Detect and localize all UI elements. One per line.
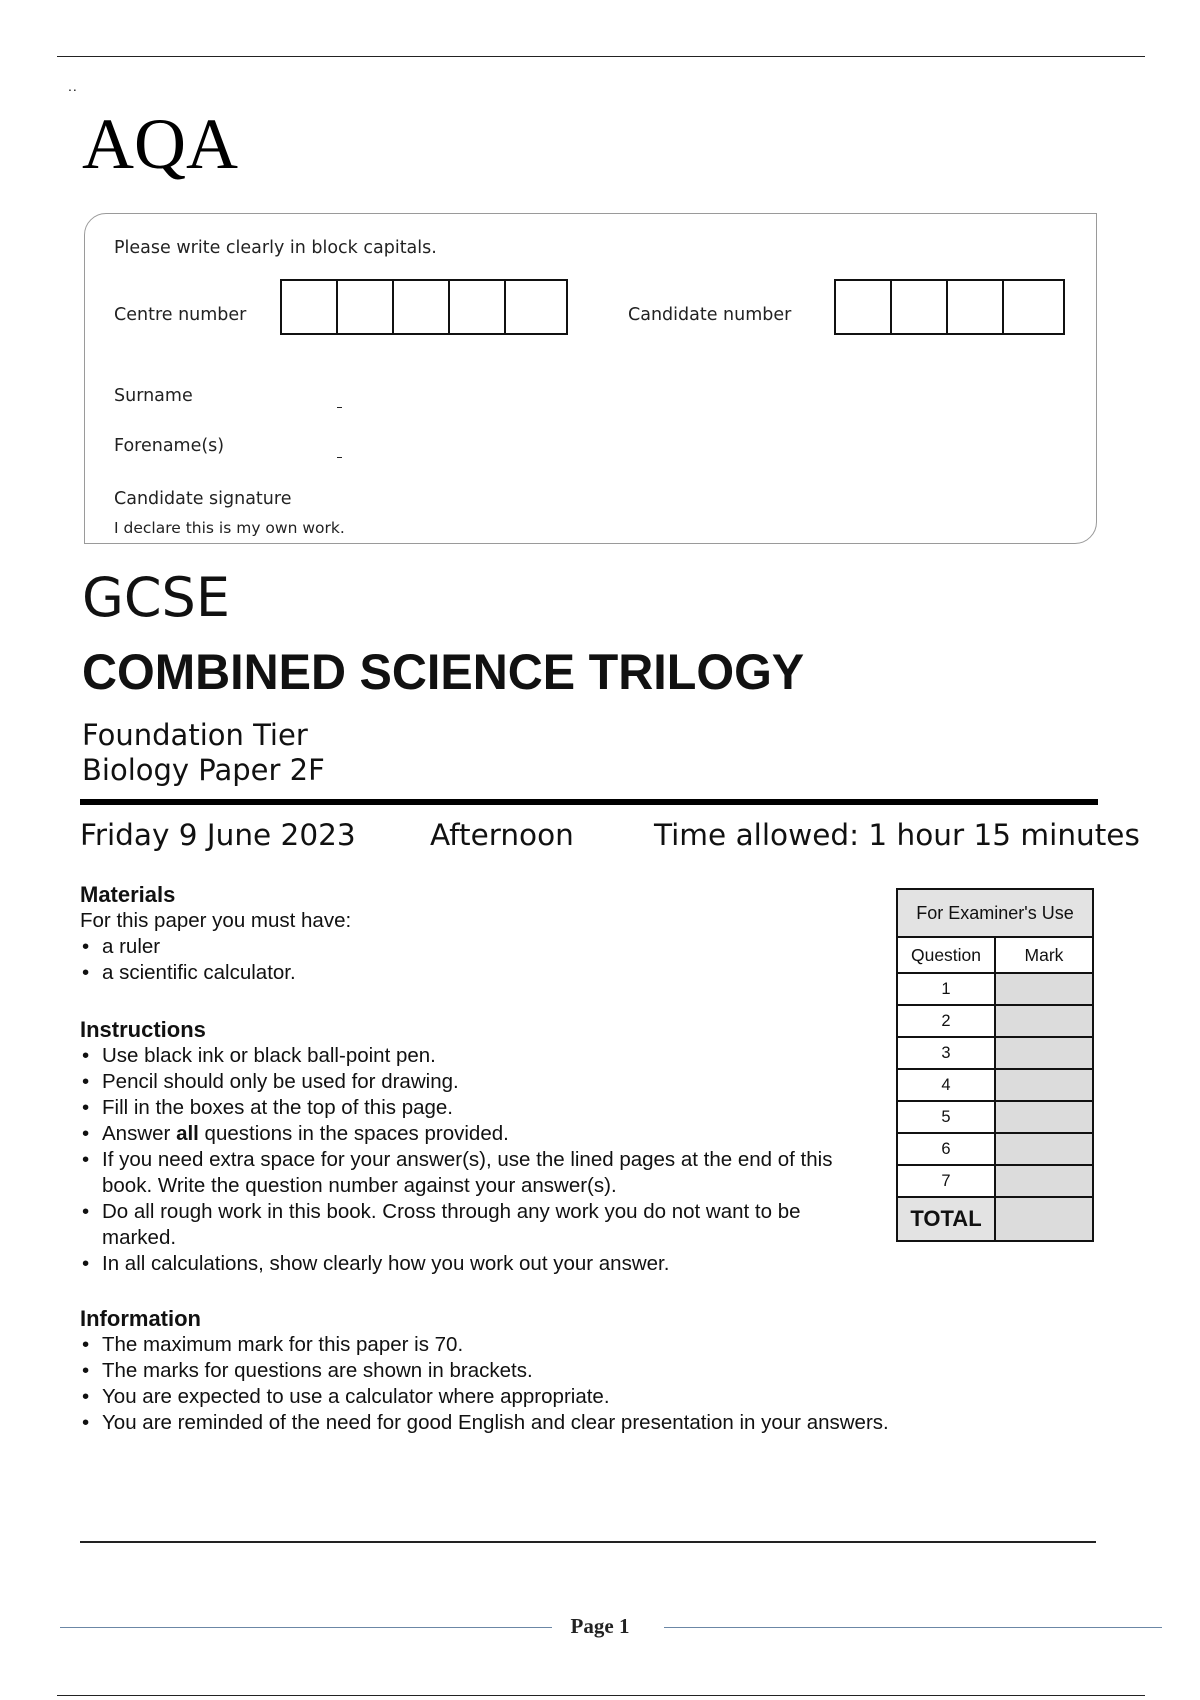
qualification-title: GCSE <box>82 566 230 629</box>
question-number: 7 <box>897 1165 995 1197</box>
mark-cell <box>995 1037 1093 1069</box>
mark-column-header: Mark <box>995 937 1093 973</box>
bottom-rule <box>57 1695 1145 1696</box>
examiner-use-title: For Examiner's Use <box>897 889 1093 937</box>
information-heading: Information <box>80 1306 201 1331</box>
candidate-number-boxes[interactable] <box>834 279 1065 335</box>
mark-cell <box>995 1069 1093 1101</box>
instructions-list <box>80 1043 870 1277</box>
list-item <box>80 1121 870 1147</box>
question-number: 3 <box>897 1037 995 1069</box>
page-line-left <box>60 1627 552 1628</box>
table-row <box>897 1101 1093 1133</box>
list-item: • You are expected to use a calculator where appropriate. <box>80 1384 1080 1410</box>
centre-digit-box[interactable] <box>282 281 338 333</box>
materials-list <box>80 934 860 986</box>
examiner-use-table <box>896 888 1094 1242</box>
list-item: • The marks for questions are shown in brackets. <box>80 1358 1080 1384</box>
instructions-heading: Instructions <box>80 1017 206 1042</box>
centre-digit-box[interactable] <box>450 281 506 333</box>
centre-digit-box[interactable] <box>338 281 394 333</box>
centre-digit-box[interactable] <box>394 281 450 333</box>
exam-session: Afternoon <box>430 818 574 852</box>
subject-title: COMBINED SCIENCE TRILOGY <box>82 644 805 700</box>
centre-digit-box[interactable] <box>506 281 562 333</box>
table-row <box>897 1037 1093 1069</box>
list-item: • Do all rough work in this book. Cross through any work you do not want to be marked. <box>80 1199 870 1251</box>
exam-date: Friday 9 June 2023 <box>80 818 356 852</box>
centre-number-label: Centre number <box>114 305 247 325</box>
list-item: • a scientific calculator. <box>80 960 860 986</box>
list-item: • The maximum mark for this paper is 70. <box>80 1332 1080 1358</box>
information-section <box>80 1306 1080 1436</box>
question-number: 5 <box>897 1101 995 1133</box>
own-work-declaration: I declare this is my own work. <box>114 519 345 537</box>
information-list <box>80 1332 1080 1436</box>
signature-label: Candidate signature <box>114 489 292 509</box>
mark-cell <box>995 1005 1093 1037</box>
footer-rule <box>80 1541 1096 1543</box>
answer-prefix: Answer <box>102 1122 177 1145</box>
total-label: TOTAL <box>897 1197 995 1241</box>
list-item: • a ruler <box>80 934 860 960</box>
question-number: 4 <box>897 1069 995 1101</box>
table-row <box>897 1133 1093 1165</box>
list-item: • You are reminded of the need for good English and clear presentation in your answers. <box>80 1410 1080 1436</box>
question-column-header: Question <box>897 937 995 973</box>
paper-label: Biology Paper 2F <box>82 753 325 787</box>
tier-label: Foundation Tier <box>82 718 308 752</box>
list-item: • Use black ink or black ball-point pen. <box>80 1043 870 1069</box>
page-number: Page 1 <box>570 1614 630 1638</box>
top-rule <box>57 56 1145 57</box>
list-item: • If you need extra space for your answer(s), use the lined pages at the end of this book. Write the question number against your answer(s). <box>80 1147 870 1199</box>
table-row <box>897 1069 1093 1101</box>
surname-field[interactable] <box>337 407 342 408</box>
table-row <box>897 1197 1093 1241</box>
total-mark-cell <box>995 1197 1093 1241</box>
title-rule <box>80 799 1098 805</box>
table-row <box>897 1165 1093 1197</box>
mark-cell <box>995 1165 1093 1197</box>
table-row <box>897 1005 1093 1037</box>
list-item: • Pencil should only be used for drawing. <box>80 1069 870 1095</box>
candidate-digit-box[interactable] <box>948 281 1004 333</box>
forename-label: Forename(s) <box>114 436 225 456</box>
answer-suffix: questions in the spaces provided. <box>198 1122 509 1145</box>
surname-label: Surname <box>114 386 193 406</box>
mark-cell <box>995 1133 1093 1165</box>
header-dots: .. <box>68 78 78 94</box>
mark-cell <box>995 1101 1093 1133</box>
candidate-number-label: Candidate number <box>628 305 792 325</box>
candidate-digit-box[interactable] <box>892 281 948 333</box>
question-number: 1 <box>897 973 995 1005</box>
mark-cell <box>995 973 1093 1005</box>
list-item: • In all calculations, show clearly how you work out your answer. <box>80 1251 870 1277</box>
table-row <box>897 973 1093 1005</box>
block-capitals-instruction: Please write clearly in block capitals. <box>114 238 437 258</box>
answer-all-emphasis: all <box>176 1122 199 1145</box>
question-number: 2 <box>897 1005 995 1037</box>
candidate-digit-box[interactable] <box>1004 281 1060 333</box>
materials-intro: For this paper you must have: <box>80 909 352 932</box>
time-allowed: Time allowed: 1 hour 15 minutes <box>654 818 1140 852</box>
page-line-right <box>664 1627 1162 1628</box>
materials-section <box>80 882 860 986</box>
list-item: • Fill in the boxes at the top of this page. <box>80 1095 870 1121</box>
tier-and-paper <box>82 718 325 788</box>
forename-field[interactable] <box>337 457 342 458</box>
materials-heading: Materials <box>80 882 176 907</box>
candidate-digit-box[interactable] <box>836 281 892 333</box>
instructions-section <box>80 1017 870 1277</box>
centre-number-boxes[interactable] <box>280 279 568 335</box>
question-number: 6 <box>897 1133 995 1165</box>
aqa-logo: AQA <box>82 104 238 184</box>
